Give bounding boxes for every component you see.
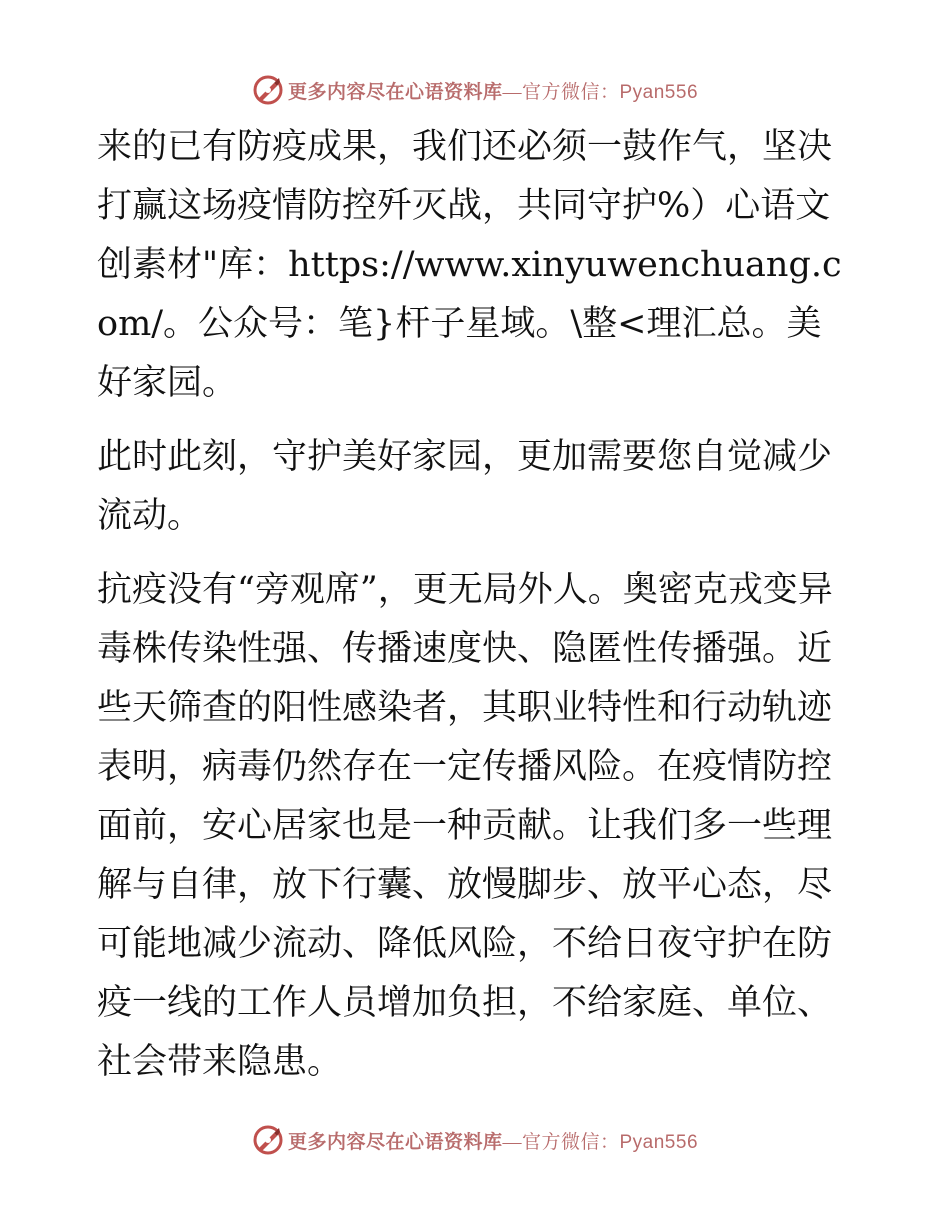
quill-logo-icon: [252, 74, 284, 106]
header-site-name: 更多内容尽在心语资料库: [287, 81, 503, 103]
footer-separator: —: [502, 1131, 522, 1153]
footer-wechat: 官方微信：Pyan556: [522, 1131, 699, 1153]
paragraph-3: 抗疫没有“旁观席”，更无局外人。奥密克戎变异毒株传染性强、传播速度快、隐匿性传播强。近些天筛查的阳性感染者，其职业特性和行动轨迹表明，病毒仍然存在一定传播风险。在疫情防控面前，安心居家也是一种贡献。让我们多一些理解与自律，放下行囊、放慢脚步、放平心态，尽可能地减少流动、降低风险，不给日夜守护在防疫一线的工作人员增加负担，不给家庭、单位、社会带来隐患。: [97, 570, 833, 1082]
document-body: [97, 118, 849, 1107]
paragraph-1: 来的已有防疫成果，我们还必须一鼓作气，坚决打赢这场疫情防控歼灭战，共同守护%）心语文创素材"库：https://www.xinyuwenchuang.com/。公众号：笔}杆子星域。\整<理汇总。美好家园。: [97, 127, 842, 403]
header-banner: [0, 72, 950, 108]
footer-banner-text: [288, 1127, 698, 1154]
footer-banner-inner: [252, 1124, 698, 1156]
footer-banner: [0, 1122, 950, 1158]
header-separator: —: [502, 81, 522, 103]
paragraph-2: 此时此刻，守护美好家园，更加需要您自觉减少流动。: [97, 437, 833, 536]
header-banner-inner: [252, 74, 698, 106]
header-banner-text: [288, 77, 698, 104]
quill-logo-icon: [252, 1124, 284, 1156]
header-wechat: 官方微信：Pyan556: [522, 81, 699, 103]
footer-site-name: 更多内容尽在心语资料库: [287, 1131, 503, 1153]
